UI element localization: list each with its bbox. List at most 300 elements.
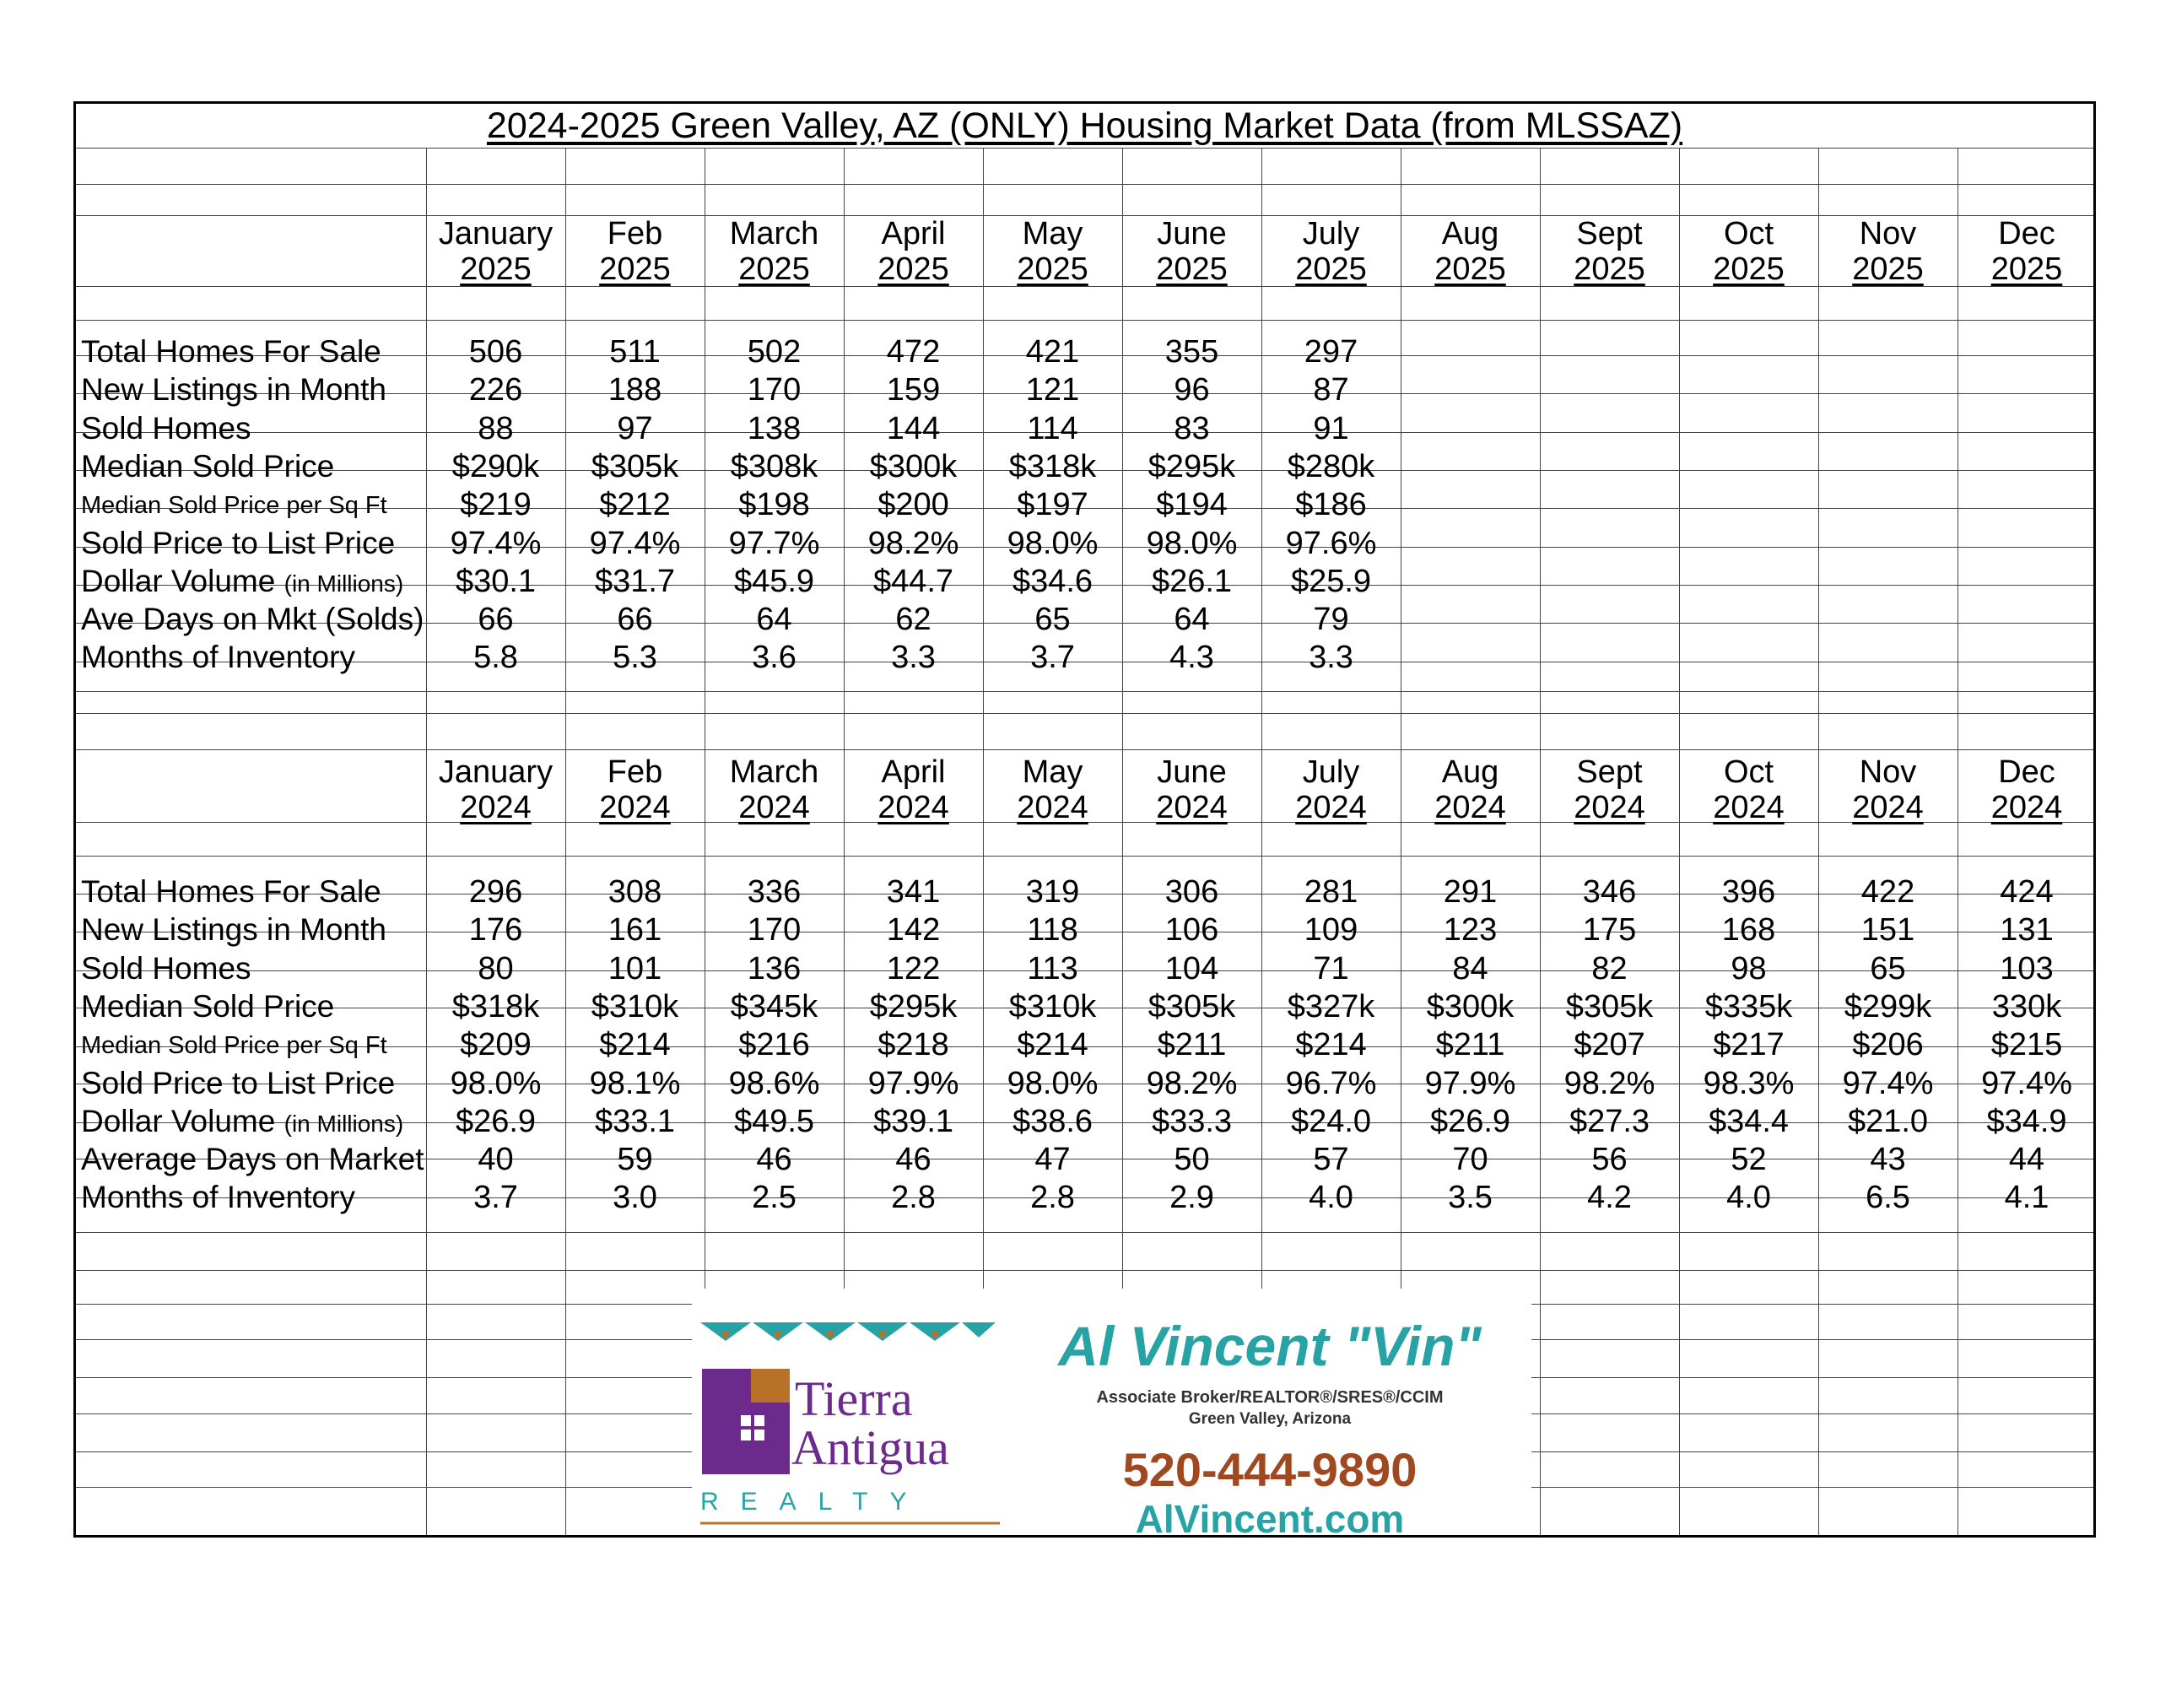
data-cell: 50 — [1174, 1142, 1210, 1178]
data-cell: 2.5 — [752, 1180, 796, 1216]
data-cell: 319 — [1025, 874, 1080, 910]
month-header: Aug — [1441, 216, 1499, 251]
data-cell: 103 — [2000, 950, 2054, 986]
data-cell: 59 — [617, 1142, 653, 1178]
data-cell: 57 — [1313, 1142, 1349, 1178]
row-label — [81, 526, 395, 561]
month-header: April — [881, 216, 946, 251]
data-cell: $49.5 — [733, 1103, 815, 1139]
agent-info — [1012, 1289, 1527, 1538]
data-cell: $318k — [1008, 448, 1097, 484]
data-cell: 308 — [608, 874, 662, 910]
data-cell: 104 — [1164, 950, 1219, 986]
data-cell: $318k — [451, 988, 540, 1024]
row-label-text: New Listings in Month — [81, 912, 386, 948]
data-cell: $30.1 — [455, 563, 537, 599]
year-text: 2024 — [1990, 790, 2063, 825]
data-cell: $209 — [460, 1027, 532, 1063]
data-cell: $215 — [1990, 1027, 2063, 1063]
data-cell: $310k — [1008, 988, 1097, 1024]
data-cell: 79 — [1313, 602, 1349, 638]
data-cell: 3.7 — [1030, 640, 1075, 676]
year-header — [983, 251, 1122, 288]
row-label-note: (in Millions) — [284, 1110, 404, 1137]
year-header — [565, 251, 705, 288]
year-text: 2025 — [1713, 251, 1785, 287]
data-cell: 3.3 — [1309, 640, 1353, 676]
year-text: 2024 — [460, 790, 532, 825]
month-header: March — [729, 754, 819, 790]
month-header: Nov — [1859, 216, 1917, 251]
data-cell: 422 — [1860, 874, 1915, 910]
row-label-text: Dollar Volume — [81, 1103, 276, 1138]
data-cell: $26.9 — [1429, 1103, 1511, 1139]
building-icon — [702, 1369, 790, 1474]
month-header: July — [1302, 754, 1360, 790]
data-cell: 80 — [478, 950, 514, 986]
data-cell: 98 — [1731, 950, 1767, 986]
data-cell: 4.3 — [1169, 640, 1214, 676]
data-cell: 97.6% — [1285, 525, 1377, 561]
data-cell: 98.1% — [589, 1065, 681, 1101]
data-cell: 96 — [1174, 372, 1210, 408]
row-label-text: Median Sold Price per Sq Ft — [81, 492, 387, 520]
data-cell: $26.1 — [1151, 563, 1233, 599]
month-header: Dec — [1998, 754, 2055, 790]
year-text: 2024 — [1295, 790, 1367, 825]
data-cell: $305k — [1148, 988, 1236, 1024]
data-cell: 159 — [886, 372, 941, 408]
data-cell: $198 — [738, 487, 810, 523]
data-cell: $21.0 — [1847, 1103, 1929, 1139]
month-header: July — [1302, 216, 1360, 251]
year-text: 2025 — [1574, 251, 1645, 287]
data-cell: 98.0% — [1007, 525, 1099, 561]
row-label-text: Average Days on Market — [81, 1142, 424, 1177]
agent-location: Green Valley, Arizona — [1188, 1410, 1352, 1428]
data-cell: 4.0 — [1309, 1180, 1353, 1216]
data-cell: 421 — [1025, 334, 1080, 370]
data-cell: 472 — [886, 334, 941, 370]
data-cell: 168 — [1721, 912, 1776, 949]
data-cell: $44.7 — [872, 563, 954, 599]
row-label-text: Sold Homes — [81, 410, 251, 446]
data-cell: $345k — [730, 988, 818, 1024]
data-cell: 66 — [617, 602, 653, 638]
data-cell: 97.9% — [867, 1065, 959, 1101]
data-cell: $26.9 — [455, 1103, 537, 1139]
year-header — [565, 790, 705, 826]
brand-line2: Antigua — [791, 1420, 949, 1475]
year-text: 2025 — [1295, 251, 1367, 287]
data-cell: $295k — [1148, 448, 1236, 484]
data-cell: 88 — [478, 410, 514, 446]
data-cell: 3.0 — [613, 1180, 657, 1216]
data-cell: 4.0 — [1726, 1180, 1771, 1216]
year-header — [1540, 790, 1679, 826]
agent-phone[interactable]: 520-444-9890 — [1122, 1443, 1418, 1496]
data-cell: $39.1 — [872, 1103, 954, 1139]
data-cell: 98.3% — [1703, 1065, 1795, 1101]
year-text: 2025 — [1017, 251, 1088, 287]
data-cell: 56 — [1591, 1142, 1628, 1178]
data-cell: $197 — [1017, 487, 1088, 523]
data-cell: 82 — [1591, 950, 1628, 986]
data-cell: 98.0% — [450, 1065, 542, 1101]
row-label-text: Sold Price to List Price — [81, 1065, 396, 1100]
data-cell: 97.4% — [589, 525, 681, 561]
agent-name: Al Vincent "Vin" — [1058, 1315, 1482, 1377]
data-cell: 138 — [747, 410, 802, 446]
row-label — [81, 449, 334, 484]
year-text: 2025 — [1852, 251, 1924, 287]
data-cell: $211 — [1435, 1027, 1505, 1063]
grid-row-line — [76, 691, 2093, 692]
data-cell: 97.4% — [1842, 1065, 1934, 1101]
year-text: 2024 — [738, 790, 810, 825]
data-cell: $33.1 — [594, 1103, 676, 1139]
month-header: Dec — [1998, 216, 2055, 251]
year-text: 2024 — [599, 790, 671, 825]
data-cell: 5.8 — [473, 640, 518, 676]
data-cell: 136 — [747, 950, 802, 986]
year-header — [1401, 790, 1540, 826]
data-cell: 291 — [1443, 874, 1498, 910]
data-cell: 144 — [886, 410, 941, 446]
row-label-text: Total Homes For Sale — [81, 874, 381, 909]
row-label — [81, 1180, 355, 1215]
row-label — [81, 640, 355, 675]
year-header — [844, 251, 983, 288]
data-cell: $300k — [1426, 988, 1515, 1024]
agent-website[interactable]: AlVincent.com — [1135, 1497, 1405, 1538]
data-cell: 511 — [609, 334, 661, 370]
row-label-text: Median Sold Price — [81, 448, 335, 484]
data-cell: 341 — [886, 874, 941, 910]
data-cell: 424 — [2000, 874, 2054, 910]
data-cell: 281 — [1304, 874, 1358, 910]
data-cell: 176 — [468, 912, 523, 949]
row-label-text: Ave Days on Mkt (Solds) — [81, 602, 424, 637]
data-cell: $33.3 — [1151, 1103, 1233, 1139]
data-cell: 98.2% — [867, 525, 959, 561]
data-cell: 96.7% — [1285, 1065, 1377, 1101]
data-cell: $214 — [599, 1027, 671, 1063]
year-header — [1818, 251, 1958, 288]
data-cell: 346 — [1582, 874, 1637, 910]
year-text: 2024 — [1713, 790, 1785, 825]
brand-line3: REALTY — [700, 1488, 929, 1516]
data-cell: $308k — [730, 448, 818, 484]
month-header: May — [1022, 754, 1083, 790]
data-cell: 98.6% — [728, 1065, 820, 1101]
year-text: 2024 — [1574, 790, 1645, 825]
grid-row-line — [76, 1232, 2093, 1233]
data-cell: 355 — [1164, 334, 1219, 370]
grid-row-line — [76, 148, 2093, 149]
year-text: 2024 — [878, 790, 949, 825]
grid-row-line — [76, 713, 2093, 714]
data-cell: $218 — [878, 1027, 949, 1063]
data-cell: 6.5 — [1866, 1180, 1910, 1216]
data-cell: $310k — [591, 988, 679, 1024]
row-label-note: (in Millions) — [284, 570, 404, 597]
row-label — [81, 912, 386, 948]
year-text: 2024 — [1434, 790, 1506, 825]
data-cell: $34.6 — [1012, 563, 1094, 599]
month-header: May — [1022, 216, 1083, 251]
market-data-sheet — [73, 101, 2096, 1538]
data-cell: $305k — [591, 448, 679, 484]
row-label-text: Total Homes For Sale — [81, 334, 381, 369]
month-header: Sept — [1576, 754, 1643, 790]
row-label-text: New Listings in Month — [81, 372, 386, 408]
row-label — [81, 334, 381, 370]
grid-row-line — [76, 1270, 2093, 1271]
data-cell: 44 — [2008, 1142, 2045, 1178]
data-cell: 188 — [608, 372, 662, 408]
month-header: January — [438, 216, 554, 251]
data-cell: 170 — [747, 912, 802, 949]
row-label-text: Dollar Volume — [81, 563, 276, 598]
data-cell: $27.3 — [1569, 1103, 1650, 1139]
data-cell: 65 — [1034, 602, 1071, 638]
month-header: June — [1157, 216, 1227, 251]
data-cell: 52 — [1731, 1142, 1767, 1178]
data-cell: 3.3 — [891, 640, 936, 676]
row-label — [81, 951, 251, 986]
data-cell: 98.2% — [1146, 1065, 1238, 1101]
year-header — [1122, 790, 1261, 826]
data-cell: $34.9 — [1986, 1103, 2067, 1139]
year-text: 2024 — [1017, 790, 1088, 825]
year-header — [1261, 790, 1401, 826]
data-cell: 64 — [756, 602, 792, 638]
row-label-text: Median Sold Price — [81, 988, 335, 1024]
brand-line1: Tierra — [795, 1371, 913, 1426]
year-header — [426, 790, 565, 826]
data-cell: 43 — [1870, 1142, 1906, 1178]
data-cell: 4.1 — [2004, 1180, 2049, 1216]
data-cell: 98.0% — [1146, 525, 1238, 561]
data-cell: 40 — [478, 1142, 514, 1178]
year-text: 2025 — [878, 251, 949, 287]
data-cell: 118 — [1027, 912, 1078, 949]
data-cell: 3.6 — [752, 640, 796, 676]
year-text: 2024 — [1852, 790, 1924, 825]
row-label-text: Months of Inventory — [81, 1180, 355, 1215]
data-cell: 106 — [1164, 912, 1219, 949]
data-cell: $216 — [738, 1027, 810, 1063]
data-cell: $25.9 — [1290, 563, 1372, 599]
data-cell: 4.2 — [1587, 1180, 1632, 1216]
row-label — [81, 372, 386, 408]
data-cell: 396 — [1721, 874, 1776, 910]
data-cell: $24.0 — [1290, 1103, 1372, 1139]
year-text: 2024 — [1156, 790, 1228, 825]
data-cell: 46 — [895, 1142, 932, 1178]
year-header — [1401, 251, 1540, 288]
row-label — [81, 1104, 403, 1139]
data-cell: 3.7 — [473, 1180, 518, 1216]
data-cell: 97 — [617, 410, 653, 446]
data-cell: 506 — [468, 334, 523, 370]
grid-row-line — [76, 184, 2093, 185]
data-cell: $207 — [1574, 1027, 1645, 1063]
year-header — [1818, 790, 1958, 826]
data-cell: 47 — [1034, 1142, 1071, 1178]
month-header: April — [881, 754, 946, 790]
data-cell: 123 — [1443, 912, 1498, 949]
year-text: 2025 — [738, 251, 810, 287]
data-cell: 131 — [2000, 912, 2054, 949]
data-cell: $327k — [1287, 988, 1375, 1024]
data-cell: 336 — [747, 874, 802, 910]
data-cell: 97.4% — [1981, 1065, 2072, 1101]
data-cell: $305k — [1565, 988, 1654, 1024]
row-label — [81, 564, 403, 599]
data-cell: 101 — [608, 950, 662, 986]
year-header — [1540, 251, 1679, 288]
data-cell: $194 — [1156, 487, 1228, 523]
data-cell: 161 — [608, 912, 662, 949]
data-cell: 98.2% — [1563, 1065, 1655, 1101]
data-cell: 226 — [468, 372, 523, 408]
data-cell: $31.7 — [594, 563, 676, 599]
data-cell: 3.5 — [1448, 1180, 1493, 1216]
data-cell: 64 — [1174, 602, 1210, 638]
grid-col-line — [1540, 148, 1541, 1538]
data-cell: 97.9% — [1424, 1065, 1516, 1101]
data-cell: 65 — [1870, 950, 1906, 986]
data-cell: 83 — [1174, 410, 1210, 446]
year-text: 2025 — [460, 251, 532, 287]
data-cell: $45.9 — [733, 563, 815, 599]
data-cell: 502 — [747, 334, 802, 370]
year-text: 2025 — [1434, 251, 1506, 287]
grid-col-line — [1818, 148, 1819, 1538]
sheet-title-text: 2024-2025 Green Valley, AZ (ONLY) Housing Market Data (from MLSSAZ) — [486, 105, 1683, 146]
data-cell: 87 — [1313, 372, 1349, 408]
data-cell: 113 — [1027, 950, 1078, 986]
data-cell: 2.8 — [1030, 1180, 1075, 1216]
month-header: Feb — [607, 754, 663, 790]
data-cell: $280k — [1287, 448, 1375, 484]
data-cell: 70 — [1452, 1142, 1488, 1178]
data-cell: 2.8 — [891, 1180, 936, 1216]
month-header: June — [1157, 754, 1227, 790]
data-cell: 5.3 — [613, 640, 657, 676]
row-label — [81, 602, 424, 637]
row-label-text: Months of Inventory — [81, 640, 355, 675]
data-cell: $299k — [1844, 988, 1932, 1024]
grid-col-line — [1679, 148, 1680, 1538]
data-cell: $300k — [869, 448, 958, 484]
logo-triangles — [700, 1322, 996, 1341]
year-header — [1958, 251, 2096, 288]
data-cell: 330k — [1991, 988, 2062, 1024]
data-cell: $214 — [1295, 1027, 1367, 1063]
data-cell: 296 — [468, 874, 523, 910]
grid-row-line — [76, 320, 2093, 321]
year-header — [426, 251, 565, 288]
month-header: January — [438, 754, 554, 790]
data-cell: 142 — [886, 912, 941, 949]
data-cell: 170 — [747, 372, 802, 408]
sheet-title — [76, 104, 2093, 148]
agent-title: Associate Broker/REALTOR®/SRES®/CCIM — [1096, 1388, 1444, 1407]
row-label — [81, 1066, 395, 1101]
data-cell: 306 — [1164, 874, 1219, 910]
month-header: Sept — [1576, 216, 1643, 251]
month-header: Nov — [1859, 754, 1917, 790]
data-cell: 62 — [895, 602, 932, 638]
data-cell: $206 — [1852, 1027, 1924, 1063]
year-text: 2025 — [1990, 251, 2063, 287]
data-cell: 66 — [478, 602, 514, 638]
year-header — [983, 790, 1122, 826]
data-cell: $38.6 — [1012, 1103, 1094, 1139]
year-header — [1122, 251, 1261, 288]
data-cell: 109 — [1304, 912, 1358, 949]
tierra-antigua-logo — [692, 1289, 1004, 1538]
data-cell: 98.0% — [1007, 1065, 1099, 1101]
agent-banner — [692, 1289, 1531, 1538]
data-cell: $211 — [1157, 1027, 1227, 1063]
data-cell: $200 — [878, 487, 949, 523]
row-label — [81, 411, 251, 446]
row-label — [81, 492, 387, 520]
data-cell: 91 — [1313, 410, 1349, 446]
year-text: 2025 — [1156, 251, 1228, 287]
row-label-text: Median Sold Price per Sq Ft — [81, 1032, 387, 1060]
row-label-text: Sold Price to List Price — [81, 525, 396, 560]
month-header: Oct — [1723, 216, 1774, 251]
data-cell: $186 — [1295, 487, 1367, 523]
data-cell: $217 — [1713, 1027, 1785, 1063]
month-header: March — [729, 216, 819, 251]
year-header — [1679, 790, 1818, 826]
data-cell: $34.4 — [1708, 1103, 1790, 1139]
data-cell: 297 — [1304, 334, 1358, 370]
year-header — [1679, 251, 1818, 288]
month-header: Feb — [607, 216, 663, 251]
data-cell: 97.7% — [728, 525, 820, 561]
data-cell: $219 — [460, 487, 532, 523]
year-header — [705, 790, 844, 826]
row-label — [81, 1142, 424, 1177]
row-label-text: Sold Homes — [81, 950, 251, 986]
data-cell: $212 — [599, 487, 671, 523]
year-header — [705, 251, 844, 288]
data-cell: $214 — [1017, 1027, 1088, 1063]
data-cell: 114 — [1027, 410, 1078, 446]
data-cell: 122 — [886, 950, 941, 986]
month-header: Oct — [1723, 754, 1774, 790]
year-text: 2025 — [599, 251, 671, 287]
month-header: Aug — [1441, 754, 1499, 790]
year-header — [1958, 790, 2096, 826]
grid-row-line — [76, 749, 2093, 750]
data-cell: 2.9 — [1169, 1180, 1214, 1216]
row-label — [81, 1032, 387, 1060]
row-label — [81, 874, 381, 910]
year-header — [844, 790, 983, 826]
data-cell: 84 — [1452, 950, 1488, 986]
grid-row-line — [76, 856, 2093, 857]
data-cell: 46 — [756, 1142, 792, 1178]
year-header — [1261, 251, 1401, 288]
